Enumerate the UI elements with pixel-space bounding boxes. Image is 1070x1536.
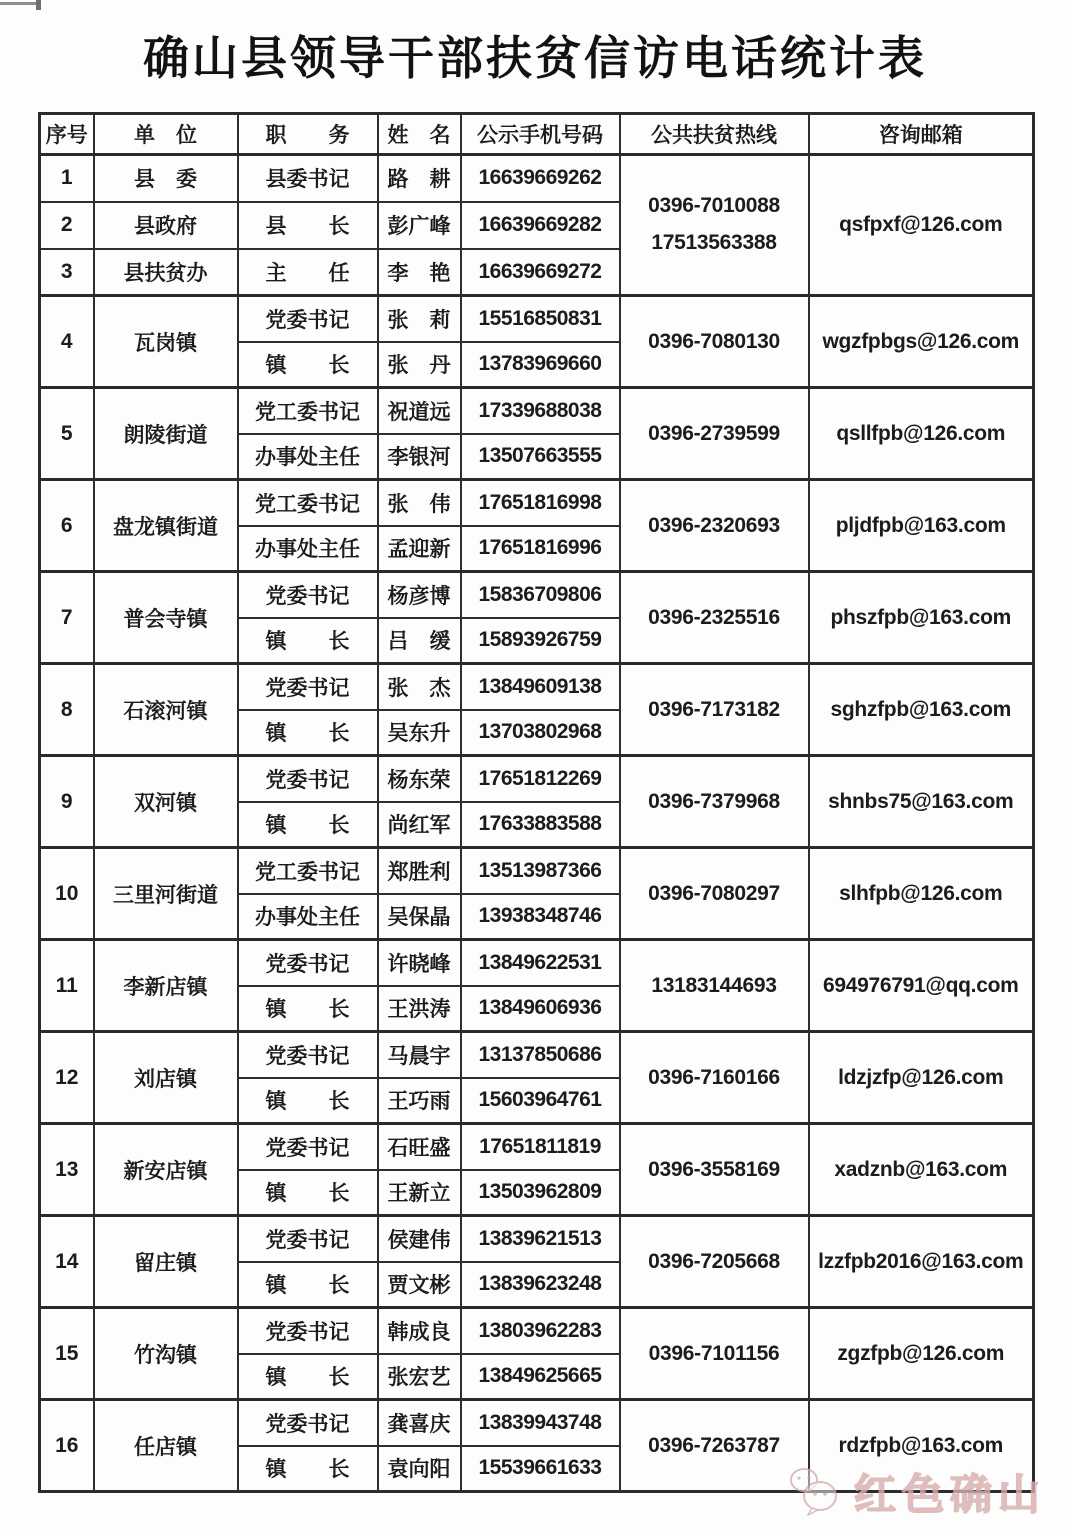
- name-cell: 许晓峰: [378, 940, 461, 986]
- no-cell: 6: [40, 480, 94, 572]
- email-cell: shnbs75@163.com: [809, 756, 1034, 848]
- phone-cell: 13849625665: [461, 1354, 620, 1400]
- position-cell: 主 任: [238, 249, 378, 296]
- email-cell: xadznb@163.com: [809, 1124, 1034, 1216]
- hotline-cell: 0396-7101156: [620, 1308, 809, 1400]
- phone-cell: 17633883588: [461, 802, 620, 848]
- phone-cell: 15516850831: [461, 296, 620, 342]
- name-cell: 孟迎新: [378, 526, 461, 572]
- phone-cell: 17651816996: [461, 526, 620, 572]
- name-cell: 吴保晶: [378, 894, 461, 940]
- name-cell: 张 莉: [378, 296, 461, 342]
- name-cell: 尚红军: [378, 802, 461, 848]
- position-cell: 县 长: [238, 202, 378, 249]
- name-cell: 石旺盛: [378, 1124, 461, 1170]
- email-cell: slhfpb@126.com: [809, 848, 1034, 940]
- hotline-cell: 0396-2320693: [620, 480, 809, 572]
- column-header: 公共扶贫热线: [620, 114, 809, 155]
- no-cell: 11: [40, 940, 94, 1032]
- email-cell: rdzfpb@163.com: [809, 1400, 1034, 1492]
- name-cell: 郑胜利: [378, 848, 461, 894]
- unit-cell: 朗陵街道: [94, 388, 238, 480]
- unit-cell: 瓦岗镇: [94, 296, 238, 388]
- column-header: 公示手机号码: [461, 114, 620, 155]
- name-cell: 彭广峰: [378, 202, 461, 249]
- position-cell: 党委书记: [238, 1032, 378, 1078]
- phone-cell: 16639669272: [461, 249, 620, 296]
- name-cell: 贾文彬: [378, 1262, 461, 1308]
- unit-cell: 任店镇: [94, 1400, 238, 1492]
- phone-cell: 13137850686: [461, 1032, 620, 1078]
- phone-cell: 16639669262: [461, 155, 620, 202]
- column-header: 序号: [40, 114, 94, 155]
- position-cell: 党委书记: [238, 664, 378, 710]
- column-header: 单 位: [94, 114, 238, 155]
- hotline-line: 0396-7010088: [648, 194, 780, 218]
- no-cell: 8: [40, 664, 94, 756]
- name-cell: 张 杰: [378, 664, 461, 710]
- position-cell: 办事处主任: [238, 526, 378, 572]
- hotline-cell: 0396-7205668: [620, 1216, 809, 1308]
- unit-cell: 县政府: [94, 202, 238, 249]
- position-cell: 县委书记: [238, 155, 378, 202]
- name-cell: 李 艳: [378, 249, 461, 296]
- phone-cell: 17339688038: [461, 388, 620, 434]
- email-cell: ldzjzfp@126.com: [809, 1032, 1034, 1124]
- phone-cell: 13783969660: [461, 342, 620, 388]
- phone-cell: 13849622531: [461, 940, 620, 986]
- phone-cell: 13839623248: [461, 1262, 620, 1308]
- phone-cell: 15603964761: [461, 1078, 620, 1124]
- unit-cell: 县 委: [94, 155, 238, 202]
- hotline-cell: 0396-3558169: [620, 1124, 809, 1216]
- position-cell: 党委书记: [238, 572, 378, 618]
- name-cell: 吕 缓: [378, 618, 461, 664]
- unit-cell: 石滚河镇: [94, 664, 238, 756]
- no-cell: 14: [40, 1216, 94, 1308]
- phone-cell: 17651811819: [461, 1124, 620, 1170]
- phone-cell: 13803962283: [461, 1308, 620, 1354]
- position-cell: 办事处主任: [238, 894, 378, 940]
- name-cell: 韩成良: [378, 1308, 461, 1354]
- unit-cell: 双河镇: [94, 756, 238, 848]
- no-cell: 4: [40, 296, 94, 388]
- position-cell: 党工委书记: [238, 480, 378, 526]
- hotline-line: 17513563388: [651, 231, 777, 254]
- table-body: [40, 155, 1034, 1492]
- position-cell: 镇 长: [238, 1446, 378, 1492]
- unit-cell: 新安店镇: [94, 1124, 238, 1216]
- hotline-cell: 13183144693: [620, 940, 809, 1032]
- position-cell: 党工委书记: [238, 388, 378, 434]
- column-header: 姓 名: [378, 114, 461, 155]
- email-cell: qsfpxf@126.com: [809, 155, 1034, 296]
- no-cell: 12: [40, 1032, 94, 1124]
- table-header-row: [40, 114, 1034, 155]
- unit-cell: 留庄镇: [94, 1216, 238, 1308]
- phone-cell: 13849606936: [461, 986, 620, 1032]
- no-cell: 5: [40, 388, 94, 480]
- name-cell: 张宏艺: [378, 1354, 461, 1400]
- hotline-cell: [620, 155, 809, 296]
- phone-cell: 15539661633: [461, 1446, 620, 1492]
- hotline-cell: 0396-7173182: [620, 664, 809, 756]
- name-cell: 袁向阳: [378, 1446, 461, 1492]
- unit-cell: 竹沟镇: [94, 1308, 238, 1400]
- phone-cell: 15893926759: [461, 618, 620, 664]
- email-cell: lzzfpb2016@163.com: [809, 1216, 1034, 1308]
- position-cell: 镇 长: [238, 710, 378, 756]
- position-cell: 镇 长: [238, 1078, 378, 1124]
- watermark-text: 红色确山: [853, 1471, 1046, 1518]
- position-cell: 党委书记: [238, 296, 378, 342]
- name-cell: 张 丹: [378, 342, 461, 388]
- no-cell: 7: [40, 572, 94, 664]
- scan-artifact-line: [0, 2, 40, 5]
- email-cell: 694976791@qq.com: [809, 940, 1034, 1032]
- no-cell: 2: [40, 202, 94, 249]
- name-cell: 张 伟: [378, 480, 461, 526]
- hotline-cell: 0396-7160166: [620, 1032, 809, 1124]
- phone-cell: 15836709806: [461, 572, 620, 618]
- phone-cell: 13703802968: [461, 710, 620, 756]
- phone-cell: 13849609138: [461, 664, 620, 710]
- name-cell: 祝道远: [378, 388, 461, 434]
- position-cell: 镇 长: [238, 1354, 378, 1400]
- hotline-cell: 0396-7379968: [620, 756, 809, 848]
- position-cell: 党委书记: [238, 1216, 378, 1262]
- name-cell: 杨彦博: [378, 572, 461, 618]
- position-cell: 镇 长: [238, 342, 378, 388]
- phone-cell: 17651816998: [461, 480, 620, 526]
- email-cell: sghzfpb@163.com: [809, 664, 1034, 756]
- phone-cell: 13839621513: [461, 1216, 620, 1262]
- position-cell: 镇 长: [238, 986, 378, 1032]
- name-cell: 龚喜庆: [378, 1400, 461, 1446]
- position-cell: 党委书记: [238, 1124, 378, 1170]
- name-cell: 路 耕: [378, 155, 461, 202]
- phone-cell: 13839943748: [461, 1400, 620, 1446]
- no-cell: 10: [40, 848, 94, 940]
- name-cell: 侯建伟: [378, 1216, 461, 1262]
- phone-cell: 13507663555: [461, 434, 620, 480]
- name-cell: 王巧雨: [378, 1078, 461, 1124]
- unit-cell: 县扶贫办: [94, 249, 238, 296]
- email-cell: phszfpb@163.com: [809, 572, 1034, 664]
- phone-cell: 16639669282: [461, 202, 620, 249]
- unit-cell: 盘龙镇街道: [94, 480, 238, 572]
- email-cell: pljdfpb@163.com: [809, 480, 1034, 572]
- position-cell: 镇 长: [238, 1170, 378, 1216]
- hotline-cell: 0396-7080130: [620, 296, 809, 388]
- unit-cell: 三里河街道: [94, 848, 238, 940]
- no-cell: 15: [40, 1308, 94, 1400]
- name-cell: 王洪涛: [378, 986, 461, 1032]
- email-cell: wgzfpbgs@126.com: [809, 296, 1034, 388]
- position-cell: 党委书记: [238, 1400, 378, 1446]
- no-cell: 9: [40, 756, 94, 848]
- phone-cell: 13513987366: [461, 848, 620, 894]
- no-cell: 16: [40, 1400, 94, 1492]
- no-cell: 3: [40, 249, 94, 296]
- position-cell: 镇 长: [238, 618, 378, 664]
- position-cell: 党工委书记: [238, 848, 378, 894]
- email-cell: qsllfpb@126.com: [809, 388, 1034, 480]
- email-cell: zgzfpb@126.com: [809, 1308, 1034, 1400]
- unit-cell: 李新店镇: [94, 940, 238, 1032]
- no-cell: 1: [40, 155, 94, 202]
- position-cell: 镇 长: [238, 1262, 378, 1308]
- hotline-cell: 0396-7263787: [620, 1400, 809, 1492]
- phone-cell: 13938348746: [461, 894, 620, 940]
- poverty-hotline-table: [38, 112, 1035, 1493]
- position-cell: 党委书记: [238, 940, 378, 986]
- unit-cell: 刘店镇: [94, 1032, 238, 1124]
- position-cell: 党委书记: [238, 1308, 378, 1354]
- no-cell: 13: [40, 1124, 94, 1216]
- name-cell: 李银河: [378, 434, 461, 480]
- position-cell: 镇 长: [238, 802, 378, 848]
- hotline-cell: 0396-7080297: [620, 848, 809, 940]
- phone-cell: 17651812269: [461, 756, 620, 802]
- column-header: 咨询邮箱: [809, 114, 1034, 155]
- name-cell: 马晨宇: [378, 1032, 461, 1078]
- name-cell: 王新立: [378, 1170, 461, 1216]
- unit-cell: 普会寺镇: [94, 572, 238, 664]
- column-header: 职 务: [238, 114, 378, 155]
- name-cell: 吴东升: [378, 710, 461, 756]
- hotline-cell: 0396-2739599: [620, 388, 809, 480]
- hotline-cell: 0396-2325516: [620, 572, 809, 664]
- name-cell: 杨东荣: [378, 756, 461, 802]
- phone-cell: 13503962809: [461, 1170, 620, 1216]
- page-title: 确山县领导干部扶贫信访电话统计表: [143, 32, 927, 84]
- position-cell: 办事处主任: [238, 434, 378, 480]
- position-cell: 党委书记: [238, 756, 378, 802]
